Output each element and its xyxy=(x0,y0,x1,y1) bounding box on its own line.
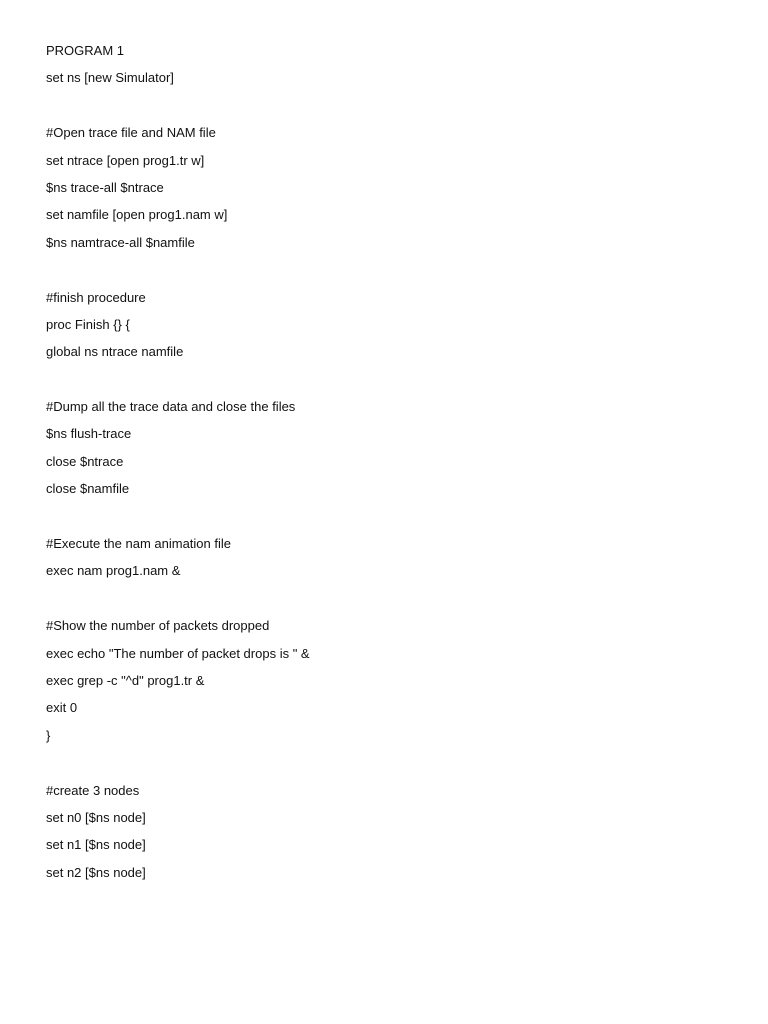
code-comment: #create 3 nodes xyxy=(46,782,140,798)
blank-line xyxy=(46,507,728,534)
code-line: set n1 [$ns node] xyxy=(46,837,146,853)
blank-line xyxy=(46,753,728,780)
code-comment: #Show the number of packets dropped xyxy=(46,618,270,634)
blank-line xyxy=(46,589,728,616)
code-line: exec grep -c "^d" prog1.tr & xyxy=(46,672,205,688)
code-line: set ntrace [open prog1.tr w] xyxy=(46,152,205,168)
code-line: set n2 [$ns node] xyxy=(46,864,146,880)
code-line: $ns flush-trace xyxy=(46,426,132,442)
blank-line xyxy=(46,260,728,287)
code-line: exec nam prog1.nam & xyxy=(46,563,181,579)
code-line: } xyxy=(46,727,51,743)
code-line: proc Finish {} { xyxy=(46,316,130,332)
code-comment: #Execute the nam animation file xyxy=(46,536,231,552)
code-line: exit 0 xyxy=(46,700,78,716)
code-comment: #Dump all the trace data and close the files xyxy=(46,399,296,415)
blank-line xyxy=(46,96,728,123)
code-comment: #Open trace file and NAM file xyxy=(46,125,216,141)
code-line: close $ntrace xyxy=(46,453,124,469)
code-line: $ns namtrace-all $namfile xyxy=(46,234,195,250)
code-line: close $namfile xyxy=(46,481,130,497)
code-line: global ns ntrace namfile xyxy=(46,344,184,360)
code-line: exec echo "The number of packet drops is " & xyxy=(46,645,310,661)
code-line: $ns trace-all $ntrace xyxy=(46,179,164,195)
program-heading: PROGRAM 1 xyxy=(46,43,125,58)
blank-line xyxy=(46,370,728,397)
code-comment: #finish procedure xyxy=(46,289,146,305)
code-line: set namfile [open prog1.nam w] xyxy=(46,207,228,223)
code-line: set n0 [$ns node] xyxy=(46,809,146,825)
code-listing xyxy=(46,41,728,890)
code-line: set ns [new Simulator] xyxy=(46,70,174,86)
